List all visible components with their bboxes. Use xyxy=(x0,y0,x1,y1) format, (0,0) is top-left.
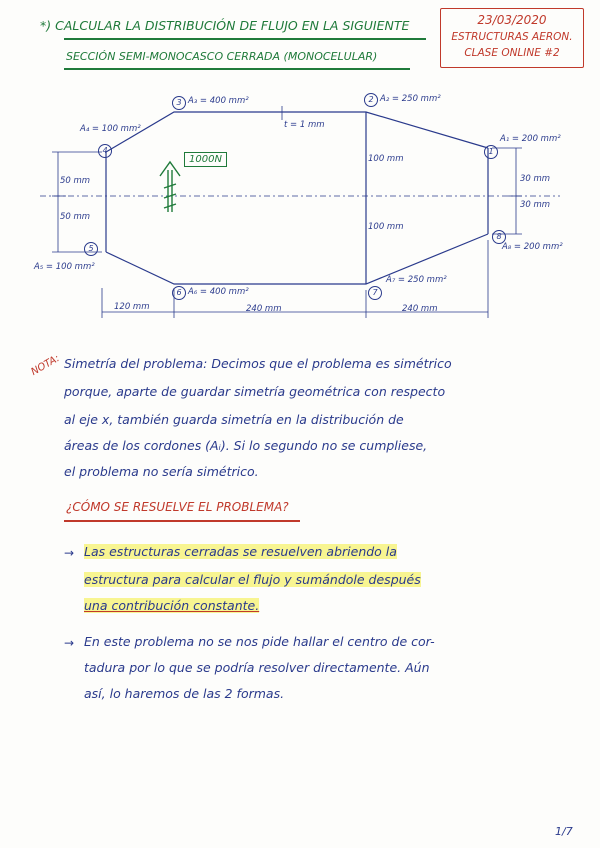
node-6: 6 xyxy=(172,286,186,300)
node-3: 3 xyxy=(172,96,186,110)
title-underline-2 xyxy=(64,68,410,70)
date-box xyxy=(440,8,584,68)
date-text: 23/03/2020 xyxy=(477,13,547,27)
question-heading: ¿CÓMO SE RESUELVE EL PROBLEMA? xyxy=(66,500,289,514)
node-1: 1 xyxy=(484,145,498,159)
bullet2-line-3: así, lo haremos de las 2 formas. xyxy=(84,686,285,701)
dim-width-3: 240 mm xyxy=(402,304,438,314)
course-text: ESTRUCTURAS AERON. xyxy=(451,31,573,43)
node-8: 8 xyxy=(492,230,506,244)
area-label-1: A₁ = 200 mm² xyxy=(500,134,561,144)
symmetry-line-2: porque, aparte de guardar simetría geométrica con respecto xyxy=(64,384,446,399)
title-underline-1 xyxy=(64,38,426,40)
dim-width-1: 120 mm xyxy=(114,302,150,312)
area-label-5: A₅ = 100 mm² xyxy=(34,262,95,272)
thickness-label: t = 1 mm xyxy=(284,120,325,130)
symmetry-line-3: al eje x, también guarda simetría en la distribución de xyxy=(64,412,404,427)
area-label-2: A₂ = 250 mm² xyxy=(380,94,441,104)
dim-mid-top: 100 mm xyxy=(368,154,404,164)
area-label-3: A₃ = 400 mm² xyxy=(188,96,249,106)
area-label-7: A₇ = 250 mm² xyxy=(386,275,447,285)
nota-label: NOTA: xyxy=(29,353,62,378)
question-underline xyxy=(64,520,300,522)
symmetry-line-1: Simetría del problema: Decimos que el problema es simétrico xyxy=(64,356,452,371)
bullet2-line-2: tadura por lo que se podría resolver directamente. Aún xyxy=(84,660,430,675)
node-2: 2 xyxy=(364,93,378,107)
symmetry-line-4: áreas de los cordones (Aᵢ). Si lo segundo no se cumpliese, xyxy=(64,438,428,453)
bullet1-line-3 xyxy=(84,598,259,613)
bullet1-line-1 xyxy=(84,544,397,559)
bullet2-line-1: En este problema no se nos pide hallar el centro de cor- xyxy=(84,634,435,649)
node-5: 5 xyxy=(84,242,98,256)
bullet1-line-1-text: Las estructuras cerradas se resuelven abriendo la xyxy=(84,544,397,559)
bullet1-line-3-text: una contribución constante. xyxy=(84,598,260,613)
node-7: 7 xyxy=(368,286,382,300)
area-label-8: A₈ = 200 mm² xyxy=(502,242,563,252)
dim-mid-bottom: 100 mm xyxy=(368,222,404,232)
dim-left-bottom: 50 mm xyxy=(60,212,91,222)
header-title-line1: *) CALCULAR LA DISTRIBUCIÓN DE FLUJO EN LA SIGUIENTE xyxy=(40,18,410,33)
dim-width-2: 240 mm xyxy=(246,304,282,314)
dim-right-bottom: 30 mm xyxy=(520,200,551,210)
area-label-4: A₄ = 100 mm² xyxy=(80,124,141,134)
node-4: 4 xyxy=(98,144,112,158)
area-label-6: A₆ = 400 mm² xyxy=(188,287,249,297)
session-text: CLASE ONLINE #2 xyxy=(464,47,560,59)
dim-right-top: 30 mm xyxy=(520,174,551,184)
page-number: 1/7 xyxy=(555,825,573,838)
symmetry-line-5: el problema no sería simétrico. xyxy=(64,464,259,479)
cross-section-diagram xyxy=(0,80,600,330)
bullet1-line-2 xyxy=(84,572,421,587)
bullet1-line-2-text: estructura para calcular el flujo y sumándole después xyxy=(84,572,421,587)
load-label: 1000N xyxy=(184,152,227,167)
dim-left-top: 50 mm xyxy=(60,176,91,186)
bullet-arrow-2: → xyxy=(64,636,75,650)
header-title-line2: SECCIÓN SEMI-MONOCASCO CERRADA (MONOCELULAR) xyxy=(66,50,378,63)
bullet-arrow-1: → xyxy=(64,546,75,560)
